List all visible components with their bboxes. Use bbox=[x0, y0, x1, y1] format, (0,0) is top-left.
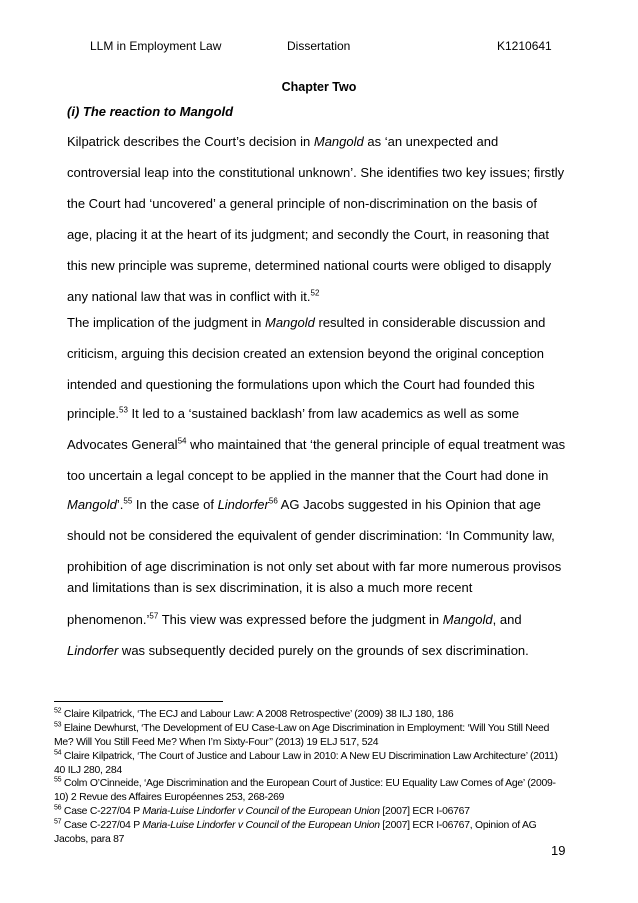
body-line-8: criticism, arguing this decision created an extension beyond the original conception bbox=[67, 346, 544, 361]
body-line-18: Lindorfer was subsequently decided purely on the grounds of sex discrimination. bbox=[67, 643, 529, 658]
footnote-55: $^{55}$ Colm O’Cinneide, ‘Age Discrimination and the European Court of Justice: EU Equality Law Comes of Age’ (2009- bbox=[54, 776, 556, 789]
chapter-title: Chapter Two bbox=[281, 80, 357, 94]
body-line-3: the Court had ‘uncovered’ a general principle of non-discrimination on the basis of bbox=[67, 196, 537, 211]
footnote-55-cont: 10) 2 Revue des Affaires Européennes 253, 268-269 bbox=[54, 792, 285, 803]
footnote-53-cont: Me? Will You Still Feed Me? When I’m Sixty-Four’’ (2013) 19 ELJ 517, 524 bbox=[54, 737, 379, 748]
body-line-5: this new principle was supreme, determined national courts were obliged to disapply bbox=[67, 258, 552, 273]
body-line-12: too uncertain a legal concept to be applied in the manner that the Court had done in bbox=[67, 468, 549, 483]
running-header bbox=[0, 39, 638, 55]
body-line-11: Advocates General$^{54}$ who maintained that ‘the general principle of equal treatment was bbox=[67, 436, 566, 452]
footnote-53: $^{53}$ Elaine Dewhurst, ‘The Development of EU Case-Law on Age Discrimination in Employment: ‘Will You Still Need bbox=[54, 721, 550, 734]
footnote-54: $^{54}$ Claire Kilpatrick, ‘The Court of Justice and Labour Law in 2010: A New EU Discrimination Law Architecture’ (2011) bbox=[54, 749, 558, 762]
footnote-57-cont: Jacobs, para 87 bbox=[54, 834, 125, 845]
body-line-13: Mangold’.$^{55}$ In the case of Lindorfer$^{56}$ AG Jacobs suggested in his Opinion that age bbox=[67, 496, 541, 512]
body-line-10: principle.$^{53}$ It led to a ‘sustained backlash’ from law academics as well as some bbox=[67, 405, 520, 421]
body-line-6: any national law that was in conflict with it.$^{52}$ bbox=[67, 288, 320, 304]
body-line-16: and limitations than is sex discrimination, it is also a much more recent bbox=[67, 580, 473, 595]
body-line-14: should not be considered the equivalent of gender discrimination: ‘In Community law, bbox=[67, 528, 555, 543]
footnote-57: $^{57}$ Case C-227/04 P Maria-Luise Lindorfer v Council of the European Union [2007] ECR I-06767, Opinion of AG bbox=[54, 818, 537, 831]
header-course: LLM in Employment Law bbox=[90, 39, 222, 53]
section-heading: (i) The reaction to Mangold bbox=[67, 104, 234, 119]
footnote-56: $^{56}$ Case C-227/04 P Maria-Luise Lindorfer v Council of the European Union [2007] ECR I-06767 bbox=[54, 804, 470, 817]
footnote-ref[interactable]: 57 bbox=[149, 611, 159, 621]
footnote-52: $^{52}$ Claire Kilpatrick, ‘The ECJ and Labour Law: A 2008 Retrospective’ (2009) 38 ILJ 180, 186 bbox=[54, 707, 454, 720]
body-line-17: phenomenon.’$^{57}$ This view was expressed before the judgment in Mangold, and bbox=[67, 611, 522, 627]
footnote-ref[interactable]: 54 bbox=[177, 436, 187, 446]
footnote-ref[interactable]: 52 bbox=[310, 288, 320, 298]
footnote-ref[interactable]: 53 bbox=[119, 405, 128, 415]
body-line-1: Kilpatrick describes the Court’s decision in Mangold as ‘an unexpected and bbox=[67, 134, 499, 149]
header-document-type: Dissertation bbox=[287, 39, 351, 53]
body-line-15: prohibition of age discrimination is not only set about with far more numerous provisos bbox=[67, 559, 562, 574]
footnote-ref[interactable]: 55 bbox=[123, 496, 133, 506]
body-line-7: The implication of the judgment in Mangold resulted in considerable discussion and bbox=[67, 315, 546, 330]
footnote-separator bbox=[54, 701, 223, 702]
body-line-2: controversial leap into the constitutional unknown’. She identifies two key issues; firstly bbox=[67, 165, 565, 180]
footnote-ref[interactable]: 56 bbox=[268, 496, 278, 506]
page-number: 19 bbox=[551, 843, 566, 858]
header-student-id: K1210641 bbox=[497, 39, 552, 53]
footnote-54-cont: 40 ILJ 280, 284 bbox=[54, 765, 122, 776]
body-line-4: age, placing it at the heart of its judgment; and secondly the Court, in reasoning that bbox=[67, 227, 550, 242]
body-line-9: intended and questioning the formulations upon which the Court had founded this bbox=[67, 377, 535, 392]
